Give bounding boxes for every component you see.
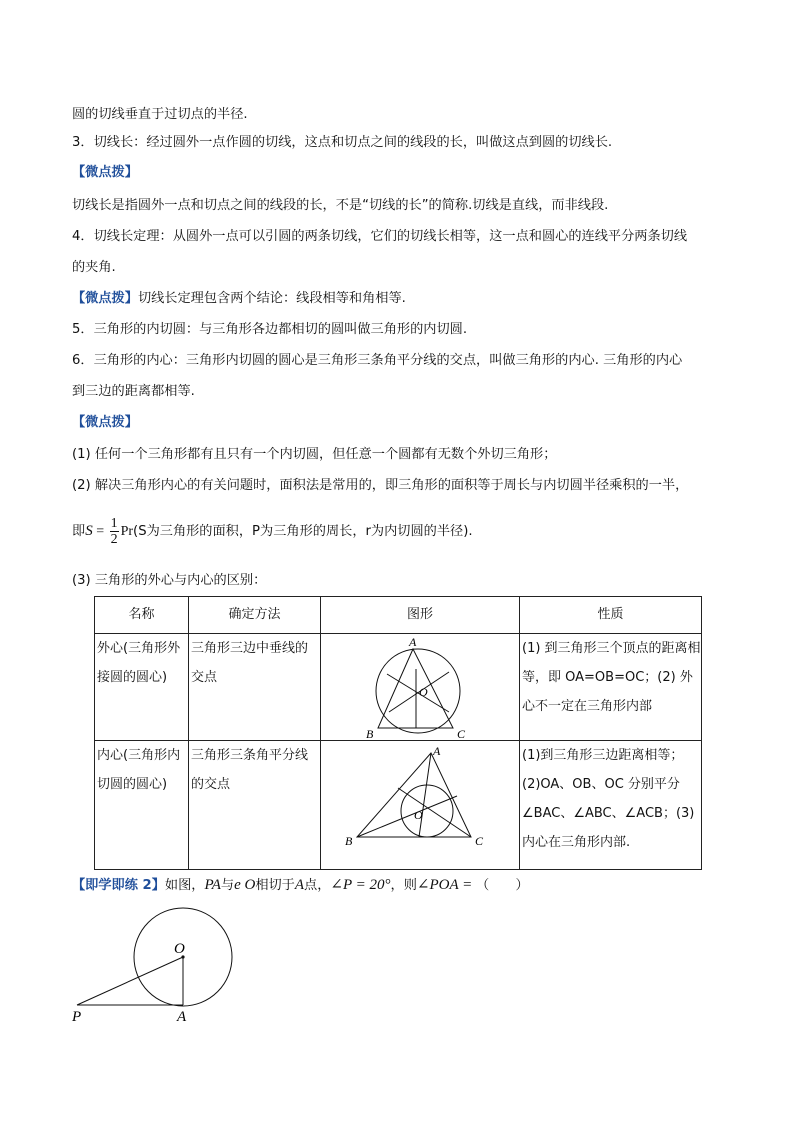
label-a: A [409, 635, 417, 649]
fraction-numerator: 1 [110, 515, 118, 531]
text-line-9: 6．三角形的内心：三角形内切圆的圆心是三角形三条角平分线的交点，叫做三角形的内心. 三角形的内心 [72, 353, 683, 368]
tip-heading-1: 【微点拨】 [72, 165, 138, 180]
exercise-pa: PA [204, 877, 221, 893]
triangle-abc [357, 753, 471, 837]
label-b: B [345, 834, 353, 848]
label-a: A [177, 1009, 187, 1025]
formula-line [72, 514, 473, 549]
exercise-circle-o: e O [234, 877, 256, 893]
tip-text-2: 切线长定理包含两个结论：线段相等和角相等. [137, 291, 406, 306]
text-line-12: (1) 任何一个三角形都有且只有一个内切圆，但任意一个圆都有无数个外切三角形； [72, 447, 557, 462]
table-header-row [95, 597, 702, 634]
formula-fraction [110, 516, 119, 547]
label-c: C [457, 727, 466, 740]
label-a: A [433, 744, 441, 758]
text-line-4: 切线长是指圆外一点和切点之间的线段的长，不是“切线的长”的简称.切线是直线，而非线段. [72, 198, 609, 213]
cell-name: 内心(三角形内切圆的圆心) [95, 741, 189, 870]
bisector-b [357, 796, 457, 837]
cell-property: (1) 到三角形三个顶点的距离相等，即 OA=OB=OC；(2) 外心不一定在三角形内部 [520, 634, 702, 741]
text-line-10: 到三边的距离都相等. [72, 384, 195, 399]
label-o: O [174, 941, 185, 957]
circumcircle [376, 649, 460, 733]
label-o: O [414, 808, 423, 822]
exercise-angle-poa: ∠POA = [416, 877, 476, 893]
header-name: 名称 [95, 597, 189, 634]
formula-suffix: (S为三角形的面积，P为三角形的周长，r为内切圆的半径). [133, 524, 473, 539]
text-line-5: 4．切线长定理：从圆外一点可以引圆的两条切线，它们的切线长相等，这一点和圆心的连线平分两条切线 [72, 229, 688, 244]
label-b: B [366, 727, 374, 740]
text-line-1: 圆的切线垂直于过切点的半径. [72, 107, 248, 122]
header-method: 确定方法 [189, 597, 321, 634]
cell-figure [321, 634, 520, 741]
exercise-t3: 相切于 [255, 878, 295, 893]
formula-eq: = [92, 524, 108, 539]
exercise-line [72, 876, 529, 895]
exercise-heading: 【即学即练 2】 [72, 878, 165, 893]
exercise-t2: 与 [220, 878, 235, 893]
text-line-2: 3．切线长：经过圆外一点作圆的切线，这点和切点之间的线段的长，叫做这点到圆的切线长. [72, 135, 613, 150]
text-line-15: (3) 三角形的外心与内心的区别： [72, 573, 267, 588]
fraction-denominator: 2 [110, 531, 118, 547]
tip-heading-3: 【微点拨】 [72, 415, 138, 430]
formula-prefix: 即 [72, 524, 86, 539]
formula-s: S [85, 523, 93, 539]
table-row-circumcenter [95, 634, 702, 741]
table-row-incenter [95, 741, 702, 870]
header-property: 性质 [520, 597, 702, 634]
bisector-a [419, 753, 431, 837]
cell-property: (1)到三角形三边距离相等；(2)OA、OB、OC 分别平分∠BAC、∠ABC、∠ACB；(3)内心在三角形内部. [520, 741, 702, 870]
text-line-7 [72, 290, 406, 308]
circumcenter-diagram [321, 634, 519, 740]
tangent-diagram [60, 900, 260, 1030]
exercise-angle-p: ∠P = 20° [330, 877, 391, 893]
exercise-answer-blank: （ ） [475, 878, 529, 893]
text-line-8: 5．三角形的内切圆：与三角形各边都相切的圆叫做三角形的内切圆. [72, 322, 468, 337]
comparison-table [94, 596, 702, 870]
label-o: O [419, 685, 428, 699]
label-p: P [72, 1009, 82, 1025]
cell-method: 三角形三边中垂线的交点 [189, 634, 321, 741]
exercise-t5: ，则 [390, 878, 417, 893]
cell-name: 外心(三角形外接圆的圆心) [95, 634, 189, 741]
exercise-t4: 点， [304, 878, 331, 893]
incircle [401, 785, 453, 837]
header-figure: 图形 [321, 597, 520, 634]
exercise-t1: 如图， [164, 878, 205, 893]
cell-figure [321, 741, 520, 870]
segment-po [77, 957, 183, 1005]
tip-heading-2: 【微点拨】 [72, 291, 138, 306]
cell-method: 三角形三条角平分线的交点 [189, 741, 321, 870]
label-c: C [475, 834, 484, 848]
exercise-point-a: A [294, 877, 305, 893]
text-line-13: (2) 解决三角形内心的有关问题时，面积法是常用的，即三角形的面积等于周长与内切圆半径乘积的一半， [72, 478, 689, 493]
text-line-6: 的夹角. [72, 260, 116, 275]
incenter-diagram [321, 741, 519, 869]
formula-pr: Pr [120, 524, 134, 539]
